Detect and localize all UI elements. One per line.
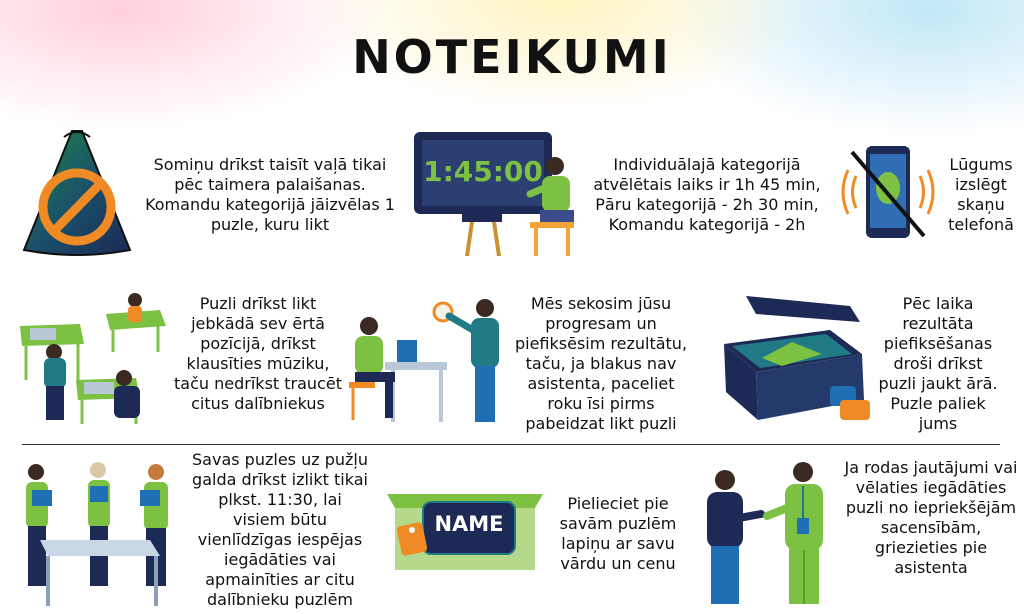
rule-time-text: Individuālajā kategorijā atvēlētais laiks ir 1h 45 min, Pāru kategorijā - 2h 30 min, Komandu kategorijā - 2h (593, 155, 821, 234)
rule-questions-text: Ja rodas jautājumi vai vēlaties iegādāties puzli no iepriekšējām sacensībām, griezieties pie asistenta (844, 458, 1018, 577)
muted-phone-illustration (838, 140, 938, 245)
open-puzzle-box-illustration (722, 292, 882, 424)
page-title: NOTEIKUMI (352, 30, 672, 84)
section-divider (22, 444, 1000, 445)
rule-phone-text: Lūgums izslēgt skaņu telefonā (948, 155, 1014, 234)
rule-trade-text: Savas puzles uz pužļu galda drīkst izlikt tikai plkst. 11:30, lai visiem būtu vienlīdzīgas iespējas iegādāties vai apmainīties ar citu dalībnieku puzlēm (192, 450, 368, 609)
rule-name-text: Pielieciet pie savām puzlēm lapiņu ar savu vārdu un cenu (559, 494, 677, 573)
rule-box-text: Pēc laika rezultāta piefiksēšanas droši drīkst puzli jaukt ārā. Puzle paliek jums (878, 294, 998, 433)
rule-position-text: Puzli drīkst likt jebkādā sev ērtā pozīcijā, drīkst klausīties mūziku, taču nedrīkst traucēt citus dalībniekus (174, 294, 342, 413)
assistant-help-illustration (695, 458, 845, 608)
rule-progress-text: Mēs sekosim jūsu progresam un piefiksēsim rezultātu, taču, ja blakus nav asistenta, paceliet roku īsi pirms pabeidzat likt puzli (514, 294, 688, 433)
puzzle-positions-illustration (18, 288, 168, 428)
assistant-watching-illustration (345, 290, 510, 425)
puzzle-trading-illustration (18, 460, 188, 608)
rule-bag-text: Somiņu drīkst taisīt vaļā tikai pēc taimera palaišanas. Komandu kategorijā jāizvēlas 1 puzle, kuru likt (145, 155, 395, 234)
timer-display: 1:45:00 (423, 155, 543, 188)
drawstring-bag-illustration (12, 125, 142, 260)
timer-board-illustration (412, 130, 582, 258)
name-tag-label: NAME (434, 512, 504, 536)
